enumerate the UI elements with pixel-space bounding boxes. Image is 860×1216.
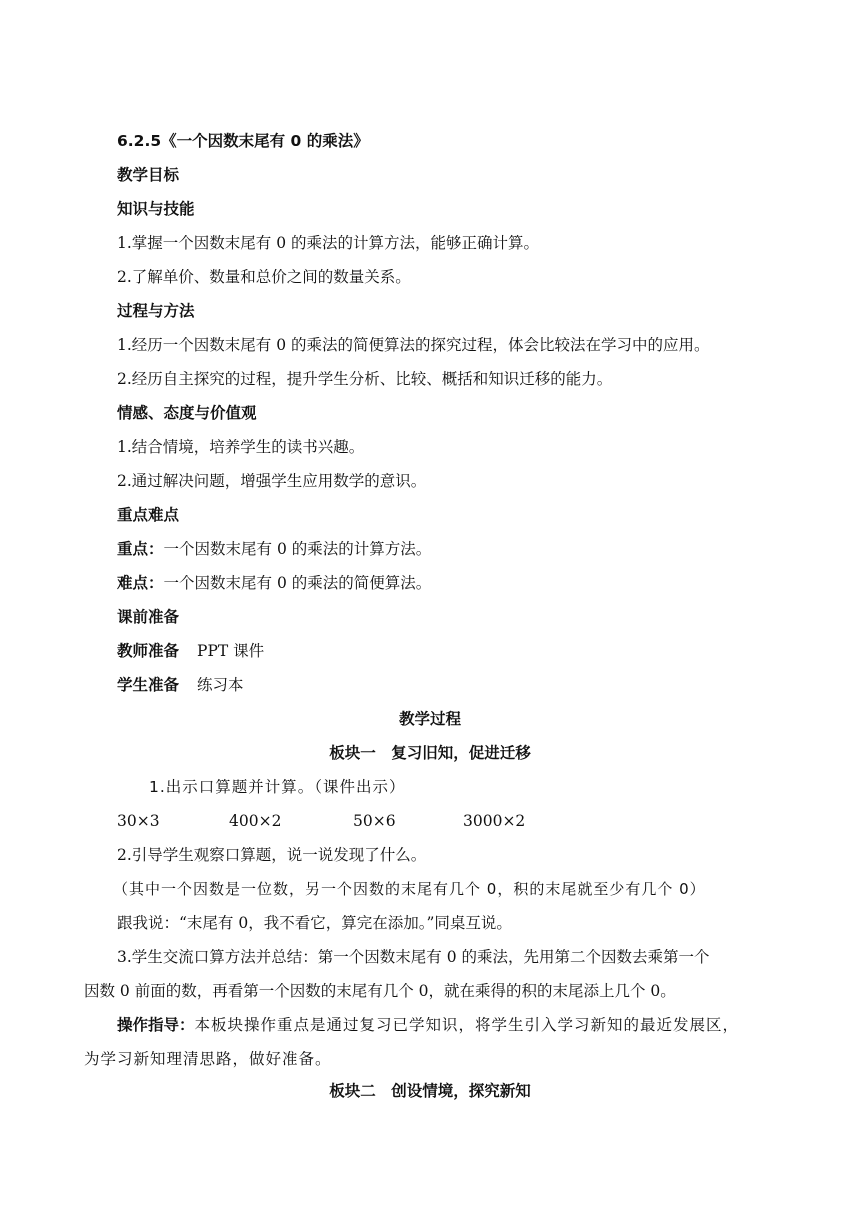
knowledge-item-2: 2.了解单价、数量和总价之间的数量关系。 [117,268,411,286]
prep-heading: 课前准备 [117,608,180,626]
calc-item-1: 30×3 [117,812,160,830]
key-points-heading: 重点难点 [117,506,180,524]
calc-item-4: 3000×2 [463,812,526,830]
process-item-1: 1.经历一个因数末尾有 0 的乘法的简便算法的探究过程，体会比较法在学习中的应用。 [117,336,710,354]
block1-title: 板块一 复习旧知，促进迁移 [329,744,531,762]
difficult-point-text: 一个因数末尾有 0 的乘法的简便算法。 [163,574,432,592]
emotion-item-2: 2.通过解决问题，增强学生应用数学的意识。 [117,472,427,490]
step-1: 1.出示口算题并计算。（课件出示） [149,778,406,796]
student-prep-text: 练习本 [197,676,244,694]
block2-title: 板块二 创设情境，探究新知 [329,1082,531,1100]
step-2: 2.引导学生观察口算题，说一说发现了什么。 [117,846,427,864]
step-2-note: （其中一个因数是一位数，另一个因数的末尾有几个 0，积的末尾就至少有几个 0） [113,880,706,898]
difficult-point-line [117,573,431,593]
lesson-title: 6.2.5《一个因数末尾有 0 的乘法》 [117,132,369,150]
guide-line-1 [117,1015,817,1035]
student-prep-label: 学生准备 [117,676,180,694]
key-point-line [117,539,431,559]
emotion-heading: 情感、态度与价值观 [117,404,257,422]
teacher-prep-line [117,641,264,661]
calc-item-3: 50×6 [353,812,396,830]
process-heading: 过程与方法 [117,302,195,320]
key-point-label: 重点： [117,540,164,558]
teaching-process-title: 教学过程 [398,710,461,728]
step-3-line-2: 因数 0 前面的数，再看第一个因数的末尾有几个 0，就在乘得的积的末尾添上几个 0。 [84,982,676,1000]
guide-label: 操作指导： [117,1016,195,1034]
step-3-line-1: 3.学生交流口算方法并总结：第一个因数末尾有 0 的乘法，先用第二个因数去乘第一个 [117,948,710,966]
key-point-text: 一个因数末尾有 0 的乘法的计算方法。 [163,540,432,558]
teacher-prep-text: PPT 课件 [197,642,265,660]
knowledge-heading: 知识与技能 [117,200,195,218]
calc-row [117,811,525,831]
guide-line-2: 为学习新知理清思路，做好准备。 [84,1050,332,1068]
student-prep-line [117,675,244,695]
emotion-item-1: 1.结合情境，培养学生的读书兴趣。 [117,438,365,456]
follow-me-line: 跟我说：“末尾有 0，我不看它，算完在添加。”同桌互说。 [117,914,512,932]
guide-text-1: 本板块操作重点是通过复习已学知识，将学生引入学习新知的最近发展区， [194,1016,740,1034]
teacher-prep-label: 教师准备 [117,642,180,660]
process-item-2: 2.经历自主探究的过程，提升学生分析、比较、概括和知识迁移的能力。 [117,370,613,388]
knowledge-item-1: 1.掌握一个因数末尾有 0 的乘法的计算方法，能够正确计算。 [117,234,540,252]
calc-item-2: 400×2 [229,812,282,830]
goals-heading: 教学目标 [117,166,180,184]
difficult-point-label: 难点： [117,574,164,592]
